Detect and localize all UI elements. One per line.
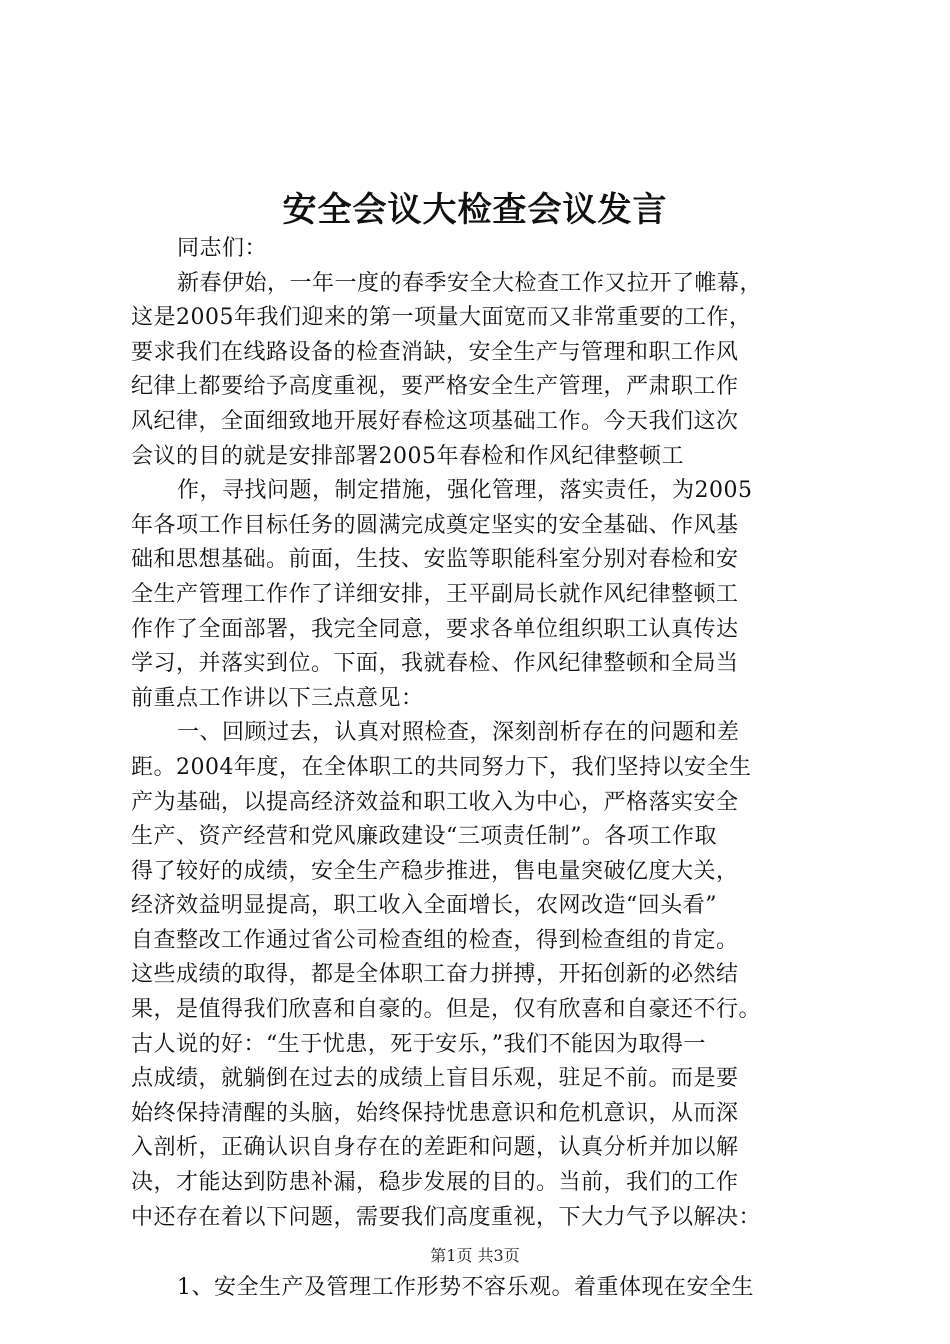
paragraph-line: 会议的目的就是安排部署2005年春检和作风纪律整顿工: [131, 443, 684, 469]
paragraph-line: 古人说的好：“生于忧患，死于安乐，”我们不能因为取得一: [131, 1031, 706, 1057]
paragraph-line: 经济效益明显提高，职工收入全面增长，农网改造“回头看”: [131, 893, 717, 919]
paragraph-line: 础和思想基础。前面，生技、安监等职能科室分别对春检和安: [131, 547, 739, 573]
document-body: [131, 232, 841, 1306]
paragraph-line: 果，是值得我们欣喜和自豪的。但是，仅有欣喜和自豪还不行。: [131, 997, 762, 1023]
paragraph-line: 入剖析，正确认识自身存在的差距和问题，认真分析并加以解: [131, 1135, 739, 1161]
paragraph-line: 得了较好的成绩，安全生产稳步推进，售电量突破亿度大关，: [131, 858, 739, 884]
salutation: 同志们：: [177, 236, 268, 261]
subsection-heading-line: 1、安全生产及管理工作形势不容乐观。着重体现在安全生: [177, 1275, 754, 1301]
paragraph-line: 这些成绩的取得，都是全体职工奋力拼搏，开拓创新的必然结: [131, 962, 739, 988]
paragraph-line: 决，才能达到防患补漏，稳步发展的目的。当前，我们的工作: [131, 1170, 739, 1196]
paragraph-line: 新春伊始，一年一度的春季安全大检查工作又拉开了帷幕，: [177, 270, 763, 296]
page-footer: 第1页 共3页: [430, 1246, 520, 1265]
paragraph-line: 风纪律，全面细致地开展好春检这项基础工作。今天我们这次: [131, 408, 739, 434]
document-title: 安全会议大检查会议发言: [282, 190, 668, 230]
paragraph-line: 纪律上都要给予高度重视，要严格安全生产管理，严肃职工作: [131, 374, 739, 400]
paragraph-line: 前重点工作讲以下三点意见：: [131, 685, 424, 711]
paragraph-line: 自查整改工作通过省公司检查组的检查，得到检查组的肯定。: [131, 927, 739, 953]
paragraph-line: 中还存在着以下问题，需要我们高度重视，下大力气予以解决：: [131, 1204, 762, 1230]
paragraph-line: 作作了全面部署，我完全同意，要求各单位组织职工认真传达: [131, 616, 739, 642]
paragraph-line: 这是2005年我们迎来的第一项量大面宽而又非常重要的工作，: [131, 305, 752, 331]
paragraph-line: 要求我们在线路设备的检查消缺，安全生产与管理和职工作风: [131, 339, 739, 365]
paragraph-line: 学习，并落实到位。下面，我就春检、作风纪律整顿和全局当: [131, 651, 739, 677]
paragraph-line: 点成绩，就躺倒在过去的成绩上盲目乐观，驻足不前。而是要: [131, 1066, 739, 1092]
paragraph-line: 产为基础，以提高经济效益和职工收入为中心，严格落实安全: [131, 789, 739, 815]
paragraph-line: 作，寻找问题，制定措施，强化管理，落实责任，为2005: [177, 478, 753, 504]
paragraph-line: 全生产管理工作作了详细安排，王平副局长就作风纪律整顿工: [131, 581, 739, 607]
section-heading-line: 一、回顾过去，认真对照检查，深刻剖析存在的问题和差: [177, 720, 740, 746]
paragraph-line: 距。2004年度，在全体职工的共同努力下，我们坚持以安全生: [131, 754, 752, 780]
paragraph-line: 生产、资产经营和党风廉政建设“三项责任制”。各项工作取: [131, 824, 717, 850]
paragraph-line: 年各项工作目标任务的圆满完成奠定坚实的安全基础、作风基: [131, 512, 739, 538]
paragraph-line: 始终保持清醒的头脑，始终保持忧患意识和危机意识，从而深: [131, 1100, 739, 1126]
